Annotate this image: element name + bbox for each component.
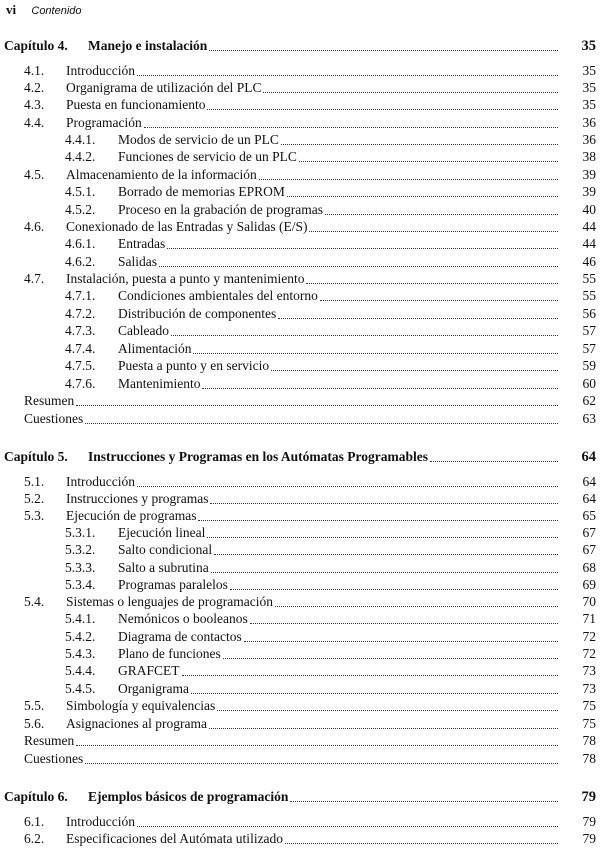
dot-leader bbox=[223, 657, 558, 659]
toc-page-number: 64 bbox=[582, 491, 596, 506]
toc-page-number: 55 bbox=[582, 288, 596, 303]
toc-page-number: 35 bbox=[581, 38, 596, 54]
toc-number: 4.4.1. bbox=[65, 132, 96, 147]
toc-page-number: 59 bbox=[582, 358, 596, 373]
toc-number: 5.4.5. bbox=[65, 681, 96, 696]
toc-title: Distribución de componentes bbox=[118, 306, 277, 321]
toc-entry[interactable] bbox=[0, 750, 600, 768]
toc-page-number: 75 bbox=[582, 698, 596, 713]
toc-number: 4.5.2. bbox=[65, 202, 96, 217]
toc-entry[interactable] bbox=[0, 79, 600, 97]
toc-title: Ejecución lineal bbox=[118, 525, 206, 540]
toc-number: 5.4.1. bbox=[65, 611, 96, 626]
toc-page-number: 70 bbox=[582, 594, 596, 609]
toc-page-number: 73 bbox=[582, 681, 596, 696]
dot-leader bbox=[287, 195, 558, 197]
toc-entry[interactable] bbox=[0, 131, 600, 149]
toc-title: Modos de servicio de un PLC bbox=[118, 132, 279, 147]
toc-title: Proceso en la grabación de programas bbox=[118, 202, 324, 217]
toc-entry[interactable] bbox=[0, 645, 600, 663]
dot-leader bbox=[299, 160, 558, 162]
toc-title: Nemónicos o booleanos bbox=[118, 611, 248, 626]
toc-number: 5.1. bbox=[24, 474, 45, 489]
toc-number: 4.6.2. bbox=[65, 254, 96, 269]
toc-title: Cuestiones bbox=[24, 751, 84, 766]
toc-title: Condiciones ambientales del entorno bbox=[118, 288, 318, 303]
toc-entry[interactable] bbox=[0, 732, 600, 750]
toc-title: Manejo e instalación bbox=[88, 38, 208, 53]
toc-entry[interactable] bbox=[0, 715, 600, 733]
toc-number: 4.6.1. bbox=[65, 236, 96, 251]
toc-title: Resumen bbox=[24, 733, 75, 748]
toc-page-number: 40 bbox=[582, 202, 596, 217]
toc-chapter[interactable] bbox=[0, 37, 600, 55]
toc-number: Capítulo 6. bbox=[4, 789, 68, 804]
toc-number: 5.6. bbox=[24, 716, 45, 731]
dot-leader bbox=[76, 404, 558, 406]
toc-entry[interactable] bbox=[0, 410, 600, 428]
toc-number: 4.4.2. bbox=[65, 149, 96, 164]
toc-number: 5.4.3. bbox=[65, 646, 96, 661]
dot-leader bbox=[144, 126, 558, 128]
toc-page-number: 62 bbox=[582, 393, 596, 408]
toc-entry[interactable] bbox=[0, 507, 600, 525]
toc-title: Puesta en funcionamiento bbox=[66, 97, 206, 112]
toc-entry[interactable] bbox=[0, 813, 600, 831]
toc-title: Instalación, puesta a punto y mantenimiento bbox=[66, 271, 305, 286]
dot-leader bbox=[85, 422, 558, 424]
toc-entry[interactable] bbox=[0, 662, 600, 680]
dot-leader bbox=[309, 230, 558, 232]
dot-leader bbox=[325, 213, 558, 215]
toc-number: 4.7.6. bbox=[65, 376, 96, 391]
toc-title: Ejemplos básicos de programación bbox=[88, 789, 289, 804]
dot-leader bbox=[214, 553, 558, 555]
toc-page-number: 79 bbox=[581, 789, 596, 805]
dot-leader bbox=[230, 588, 558, 590]
toc-entry[interactable] bbox=[0, 697, 600, 715]
toc-entry[interactable] bbox=[0, 610, 600, 628]
toc-number: 5.4.2. bbox=[65, 629, 96, 644]
toc-number: 4.4. bbox=[24, 115, 45, 130]
toc-page-number: 38 bbox=[582, 149, 596, 164]
dot-leader bbox=[271, 369, 558, 371]
toc-number: 5.3.4. bbox=[65, 577, 96, 592]
dot-leader bbox=[182, 674, 558, 676]
toc-title: Alimentación bbox=[118, 341, 192, 356]
toc-page-number: 60 bbox=[582, 376, 596, 391]
toc-page-number: 56 bbox=[582, 306, 596, 321]
toc-entry[interactable] bbox=[0, 114, 600, 132]
toc-entry[interactable] bbox=[0, 576, 600, 594]
toc-title: Organigrama bbox=[118, 681, 189, 696]
toc-title: Organigrama de utilización del PLC bbox=[66, 80, 262, 95]
toc-page-number: 72 bbox=[582, 646, 596, 661]
toc-entry[interactable] bbox=[0, 541, 600, 559]
toc-entry[interactable] bbox=[0, 490, 600, 508]
toc-number: 5.3.2. bbox=[65, 542, 96, 557]
toc-entry[interactable] bbox=[0, 270, 600, 288]
toc-entry[interactable] bbox=[0, 375, 600, 393]
toc-number: 5.4. bbox=[24, 594, 45, 609]
toc-title: Introducción bbox=[66, 814, 135, 829]
toc-page-number: 44 bbox=[582, 219, 596, 234]
dot-leader bbox=[430, 460, 558, 462]
toc-page-number: 35 bbox=[582, 80, 596, 95]
toc-number: 4.7. bbox=[24, 271, 45, 286]
toc-title: Instrucciones y programas bbox=[66, 491, 209, 506]
toc-number: Capítulo 5. bbox=[4, 449, 68, 464]
toc-page-number: 36 bbox=[582, 132, 596, 147]
toc-title: Borrado de memorias EPROM bbox=[118, 184, 285, 199]
toc-entry[interactable] bbox=[0, 201, 600, 219]
dot-leader bbox=[137, 74, 558, 76]
toc-title: Cuestiones bbox=[24, 411, 84, 426]
toc-page-number: 57 bbox=[582, 323, 596, 338]
toc-entry[interactable] bbox=[0, 559, 600, 577]
toc-number: 5.4.4. bbox=[65, 663, 96, 678]
toc-entry[interactable] bbox=[0, 628, 600, 646]
toc-title: Introducción bbox=[66, 474, 135, 489]
toc-number: 4.7.4. bbox=[65, 341, 96, 356]
toc-page-number: 72 bbox=[582, 629, 596, 644]
toc-title: Entradas bbox=[118, 236, 166, 251]
toc-title: Diagrama de contactos bbox=[118, 629, 242, 644]
toc-title: Instrucciones y Programas en los Autómatas Programables bbox=[88, 449, 428, 464]
toc-entry[interactable] bbox=[0, 524, 600, 542]
toc-title: Simbología y equivalencias bbox=[66, 698, 216, 713]
toc-number: 5.3.3. bbox=[65, 560, 96, 575]
toc-page-number: 35 bbox=[582, 97, 596, 112]
toc-entry[interactable] bbox=[0, 830, 600, 848]
toc-title: Salidas bbox=[118, 254, 157, 269]
toc-entry[interactable] bbox=[0, 680, 600, 698]
toc-number: 5.5. bbox=[24, 698, 45, 713]
toc-title: Programación bbox=[66, 115, 142, 130]
toc-title: Puesta a punto y en servicio bbox=[118, 358, 270, 373]
toc-entry[interactable] bbox=[0, 253, 600, 271]
toc-number: 4.6. bbox=[24, 219, 45, 234]
dot-leader bbox=[159, 265, 558, 267]
toc-entry[interactable] bbox=[0, 322, 600, 340]
running-title: Contenido bbox=[31, 5, 82, 17]
toc-entry[interactable] bbox=[0, 357, 600, 375]
toc-title: Programas paralelos bbox=[118, 577, 228, 592]
toc-number: 4.7.2. bbox=[65, 306, 96, 321]
dot-leader bbox=[191, 692, 558, 694]
toc-number: 4.5.1. bbox=[65, 184, 96, 199]
dot-leader bbox=[306, 282, 558, 284]
toc-number: 4.7.5. bbox=[65, 358, 96, 373]
toc-title: Salto condicional bbox=[118, 542, 213, 557]
toc-number: 4.2. bbox=[24, 80, 45, 95]
toc-number: 4.1. bbox=[24, 63, 45, 78]
dot-leader bbox=[209, 727, 558, 729]
dot-leader bbox=[244, 640, 558, 642]
toc-number: 6.1. bbox=[24, 814, 45, 829]
dot-leader bbox=[167, 247, 558, 249]
dot-leader bbox=[76, 744, 558, 746]
toc-page-number: 79 bbox=[582, 814, 596, 829]
toc-title: Cableado bbox=[118, 323, 169, 338]
toc-page-number: 39 bbox=[582, 167, 596, 182]
dot-leader bbox=[171, 334, 558, 336]
toc-entry[interactable] bbox=[0, 593, 600, 611]
toc-entry[interactable] bbox=[0, 392, 600, 410]
toc-entry[interactable] bbox=[0, 96, 600, 114]
dot-leader bbox=[275, 605, 558, 607]
toc-page-number: 55 bbox=[582, 271, 596, 286]
toc-page-number: 78 bbox=[582, 733, 596, 748]
toc-page-number: 39 bbox=[582, 184, 596, 199]
toc-page-number: 46 bbox=[582, 254, 596, 269]
dot-leader bbox=[202, 387, 558, 389]
dot-leader bbox=[210, 502, 558, 504]
toc-title: Sistemas o lenguajes de programación bbox=[66, 594, 273, 609]
toc-entry[interactable] bbox=[0, 340, 600, 358]
dot-leader bbox=[193, 352, 558, 354]
toc-entry[interactable] bbox=[0, 62, 600, 80]
dot-leader bbox=[290, 800, 558, 802]
toc-entry[interactable] bbox=[0, 148, 600, 166]
toc-page-number: 75 bbox=[582, 716, 596, 731]
toc-entry[interactable] bbox=[0, 473, 600, 491]
dot-leader bbox=[85, 762, 558, 764]
dot-leader bbox=[281, 143, 558, 145]
toc-page-number: 69 bbox=[582, 577, 596, 592]
toc-page-number: 44 bbox=[582, 236, 596, 251]
toc-title: Mantenimiento bbox=[118, 376, 201, 391]
dot-leader bbox=[263, 91, 558, 93]
toc-page-number: 35 bbox=[582, 63, 596, 78]
page-number: vi bbox=[6, 2, 17, 17]
toc-title: Conexionado de las Entradas y Salidas (E/S) bbox=[66, 219, 308, 234]
dot-leader bbox=[137, 485, 558, 487]
toc-page-number: 67 bbox=[582, 542, 596, 557]
dot-leader bbox=[285, 842, 558, 844]
toc-entry[interactable] bbox=[0, 305, 600, 323]
toc-entry[interactable] bbox=[0, 166, 600, 184]
running-header bbox=[6, 2, 82, 18]
toc-page-number: 36 bbox=[582, 115, 596, 130]
toc-entry[interactable] bbox=[0, 183, 600, 201]
toc-page-number: 71 bbox=[582, 611, 596, 626]
dot-leader bbox=[207, 108, 558, 110]
toc-title: Introducción bbox=[66, 63, 135, 78]
dot-leader bbox=[250, 622, 558, 624]
toc-page-number: 64 bbox=[581, 449, 596, 465]
toc-chapter[interactable] bbox=[0, 788, 600, 806]
toc-number: 5.3. bbox=[24, 508, 45, 523]
toc-number: 5.3.1. bbox=[65, 525, 96, 540]
toc-page-number: 78 bbox=[582, 751, 596, 766]
toc-number: 6.2. bbox=[24, 831, 45, 846]
dot-leader bbox=[217, 709, 558, 711]
dot-leader bbox=[198, 519, 558, 521]
toc-title: GRAFCET bbox=[118, 663, 180, 678]
dot-leader bbox=[207, 536, 558, 538]
toc-page-number: 63 bbox=[582, 411, 596, 426]
toc-entry[interactable] bbox=[0, 235, 600, 253]
toc-number: 4.7.3. bbox=[65, 323, 96, 338]
toc-number: 4.7.1. bbox=[65, 288, 96, 303]
toc-title: Asignaciones al programa bbox=[66, 716, 207, 731]
toc-title: Plano de funciones bbox=[118, 646, 221, 661]
toc-number: Capítulo 4. bbox=[4, 38, 68, 53]
toc-page-number: 68 bbox=[582, 560, 596, 575]
toc-page-number: 65 bbox=[582, 508, 596, 523]
toc-title: Funciones de servicio de un PLC bbox=[118, 149, 297, 164]
toc-title: Salto a subrutina bbox=[118, 560, 209, 575]
dot-leader bbox=[320, 299, 558, 301]
toc-entry[interactable] bbox=[0, 287, 600, 305]
toc-page-number: 67 bbox=[582, 525, 596, 540]
toc-entry[interactable] bbox=[0, 218, 600, 236]
dot-leader bbox=[211, 571, 558, 573]
toc-title: Especificaciones del Autómata utilizado bbox=[66, 831, 284, 846]
toc-page-number: 73 bbox=[582, 663, 596, 678]
toc-page-number: 57 bbox=[582, 341, 596, 356]
toc-title: Resumen bbox=[24, 393, 75, 408]
toc-number: 4.5. bbox=[24, 167, 45, 182]
toc-number: 5.2. bbox=[24, 491, 45, 506]
dot-leader bbox=[137, 825, 558, 827]
toc-number: 4.3. bbox=[24, 97, 45, 112]
dot-leader bbox=[209, 49, 558, 51]
toc-title: Ejecución de programas bbox=[66, 508, 197, 523]
toc-chapter[interactable] bbox=[0, 448, 600, 466]
toc-title: Almacenamiento de la información bbox=[66, 167, 257, 182]
dot-leader bbox=[278, 317, 558, 319]
dot-leader bbox=[259, 178, 558, 180]
toc-page-number: 79 bbox=[582, 831, 596, 846]
toc-page-number: 64 bbox=[582, 474, 596, 489]
